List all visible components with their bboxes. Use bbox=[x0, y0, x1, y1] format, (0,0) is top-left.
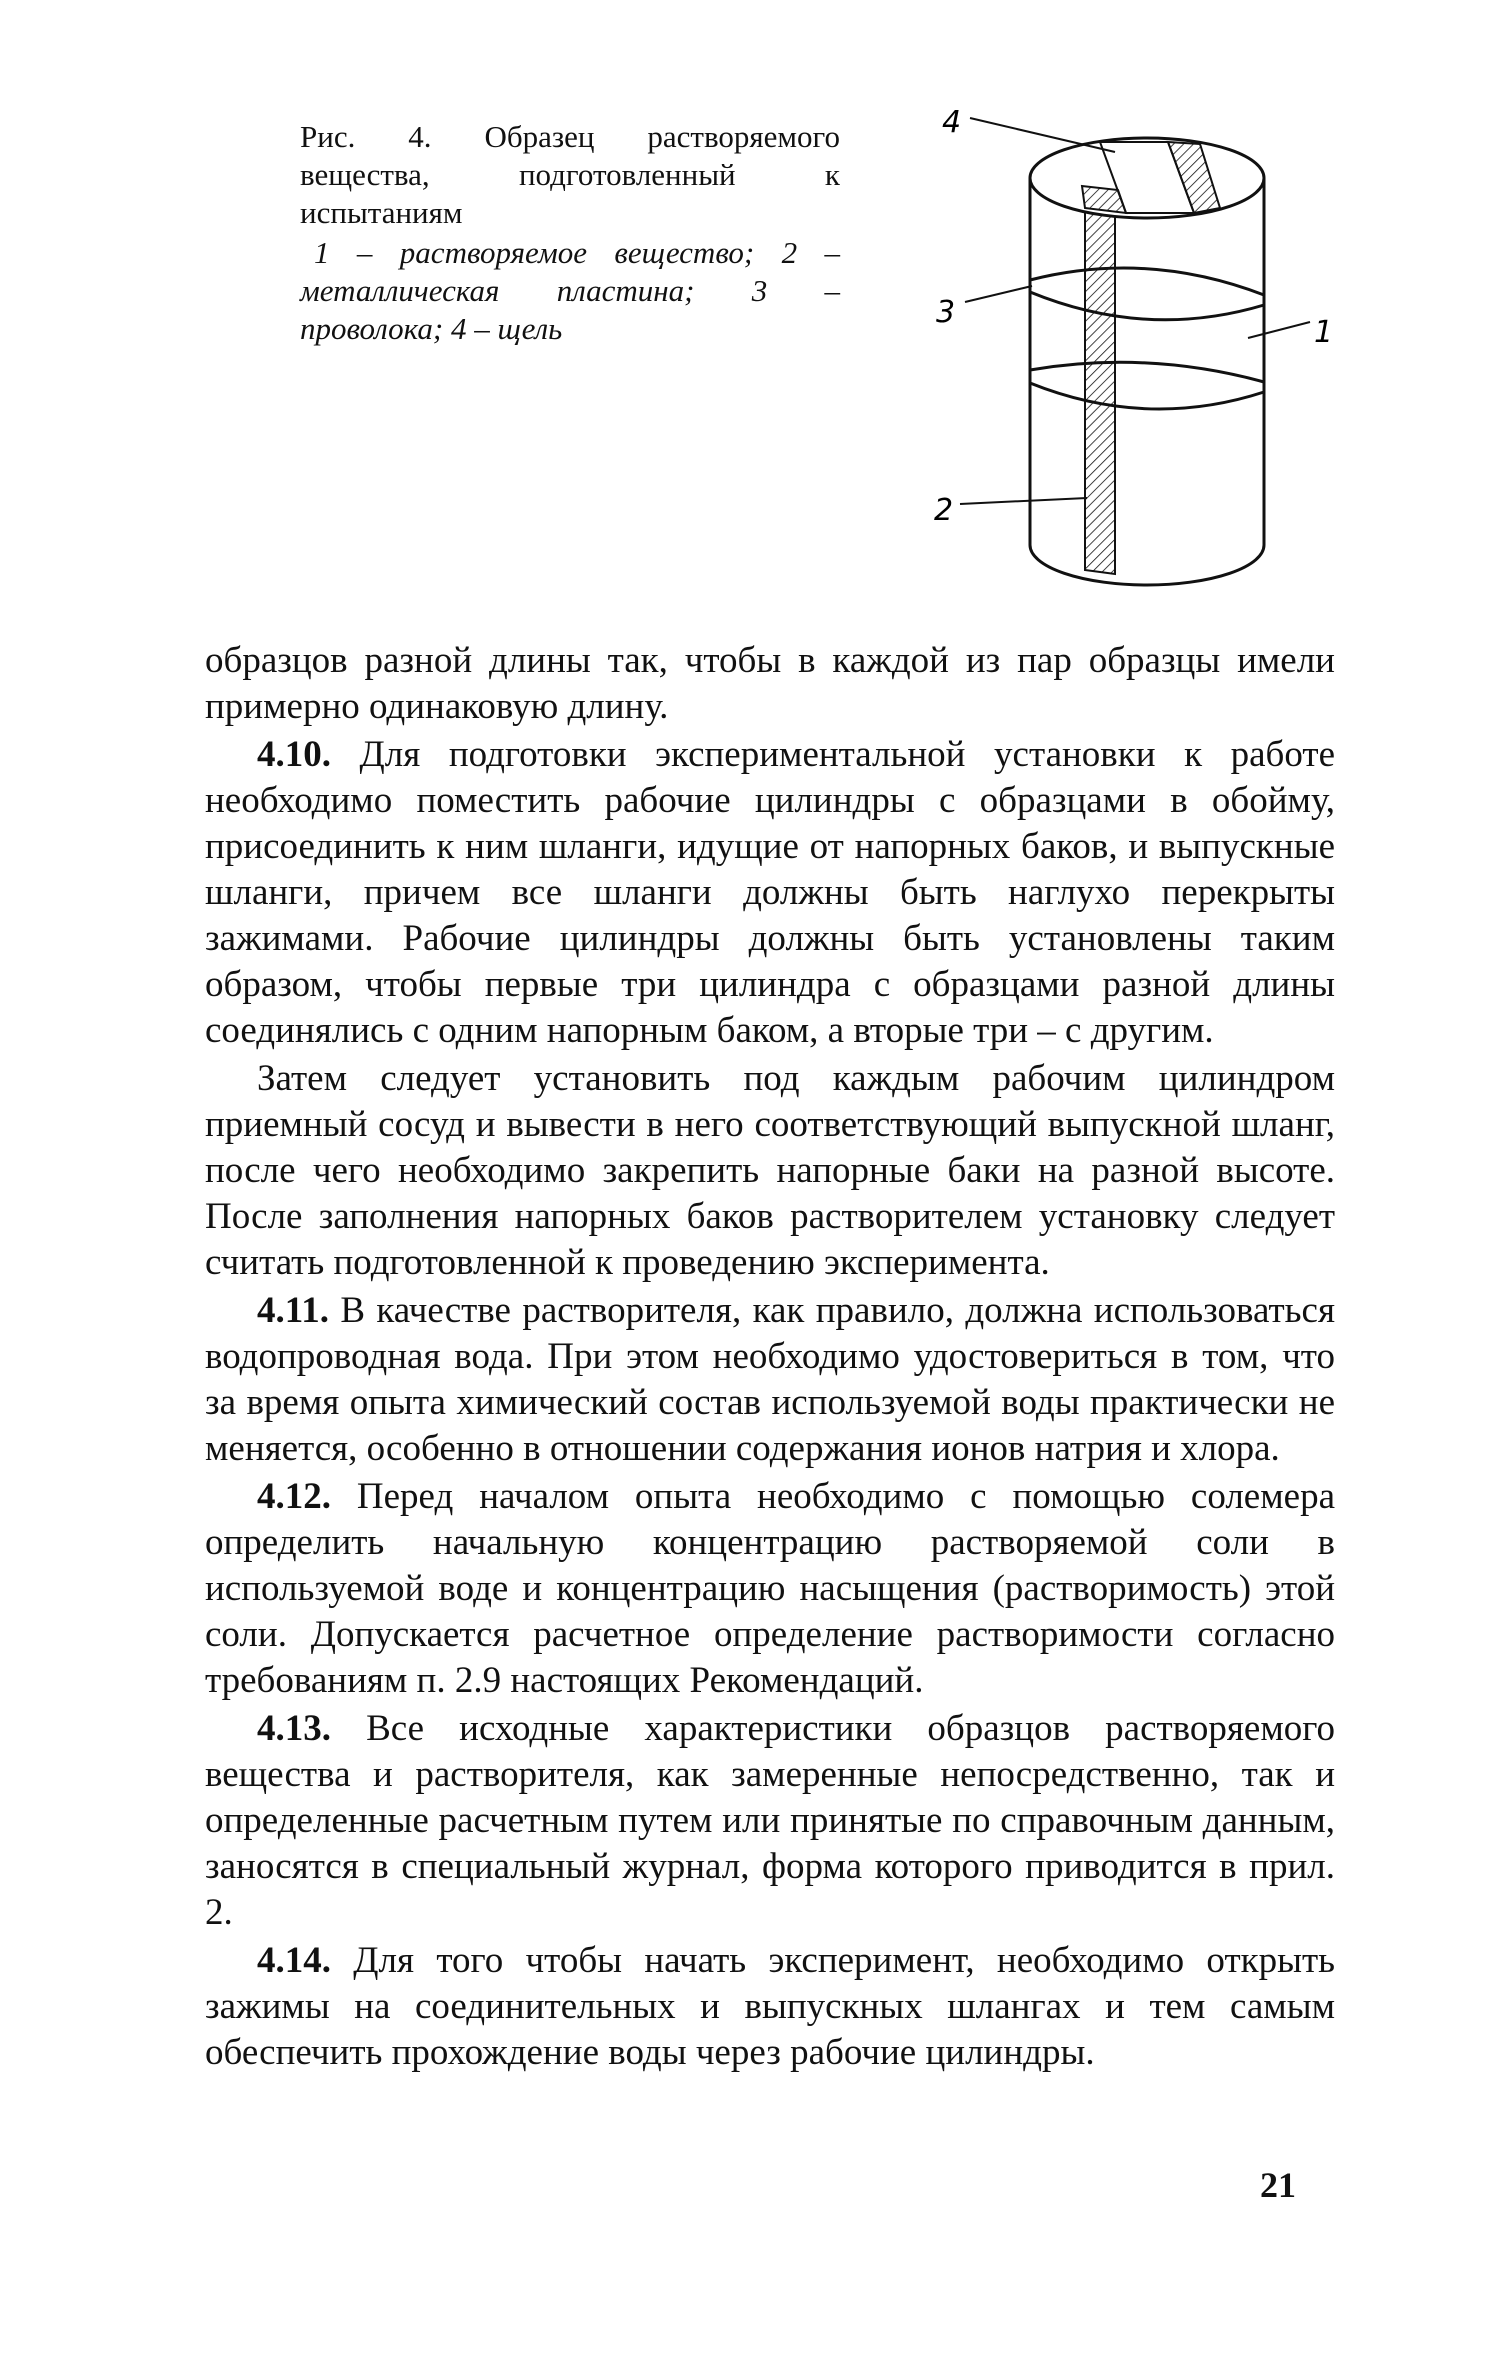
figure-cylinder-sample bbox=[930, 100, 1370, 620]
figure-caption-title: Рис. 4. Образец растворяемого вещества, подготовленный к испытаниям bbox=[300, 119, 840, 230]
figure-caption-legend: 1 – растворяемое вещество; 2 – металлическая пластина; 3 – проволока; 4 – щель bbox=[300, 235, 840, 346]
paragraph-4-14: 4.14. Для того чтобы начать эксперимент, необходимо открыть зажимы на соединительных и выпускных шлангах и тем самым обеспечить прохождение воды через рабочие цилиндры. bbox=[205, 1940, 1335, 2073]
metal-plate bbox=[1085, 208, 1115, 574]
paragraph-4-13: 4.13. Все исходные характеристики образцов растворяемого вещества и растворителя, как замеренные непосредственно, так и определенные расчетным путем или принятые по справочным данным, заносятся в специальный журнал, форма которого приводится в прил. 2. bbox=[205, 1708, 1335, 1933]
label-2: 2 bbox=[934, 493, 954, 528]
page-number: 21 bbox=[1260, 2165, 1296, 2205]
paragraph-4-10: 4.10. Для подготовки экспериментальной установки к работе необходимо поместить рабочие цилиндры с образцами в обойму, присоединить к ним шланги, идущие от напорных баков, и выпускные шланги, причем все шланги должны быть наглухо перекрыты зажимами. Рабочие цилиндры должны быть установлены таким образом, чтобы первые три цилиндра с образцами разной длины соединялись с одним напорным баком, а вторые три – с другим. bbox=[205, 734, 1335, 1051]
paragraph-continuation: образцов разной длины так, чтобы в каждой из пар образцы имели примерно одинаковую длину. bbox=[205, 640, 1335, 727]
body-text bbox=[205, 638, 1335, 2078]
cylinder-body bbox=[1030, 178, 1264, 585]
paragraph-4-11: 4.11. В качестве растворителя, как правило, должна использоваться водопроводная вода. При этом необходимо удостовериться в том, что за время опыта химический состав используемой воды практически не меняется, особенно в отношении содержания ионов натрия и хлора. bbox=[205, 1290, 1335, 1469]
cylinder-diagram bbox=[930, 100, 1370, 620]
paragraph-4-12: 4.12. Перед началом опыта необходимо с помощью солемера определить начальную концентрацию растворяемой соли в используемой воде и концентрацию насыщения (растворимость) этой соли. Допускается расчетное определение растворимости согласно требованиям п. 2.9 настоящих Рекомендаций. bbox=[205, 1476, 1335, 1701]
label-3: 3 bbox=[936, 295, 956, 330]
label-4: 4 bbox=[942, 105, 962, 140]
paragraph-4-10-cont: Затем следует установить под каждым рабочим цилиндром приемный сосуд и вывести в него соответствующий выпускной шланг, после чего необходимо закрепить напорные баки на разной высоте. После заполнения напорных баков растворителем установку следует считать подготовленной к проведению эксперимента. bbox=[205, 1058, 1335, 1283]
figure-caption bbox=[300, 118, 840, 348]
label-1: 1 bbox=[1314, 315, 1334, 350]
